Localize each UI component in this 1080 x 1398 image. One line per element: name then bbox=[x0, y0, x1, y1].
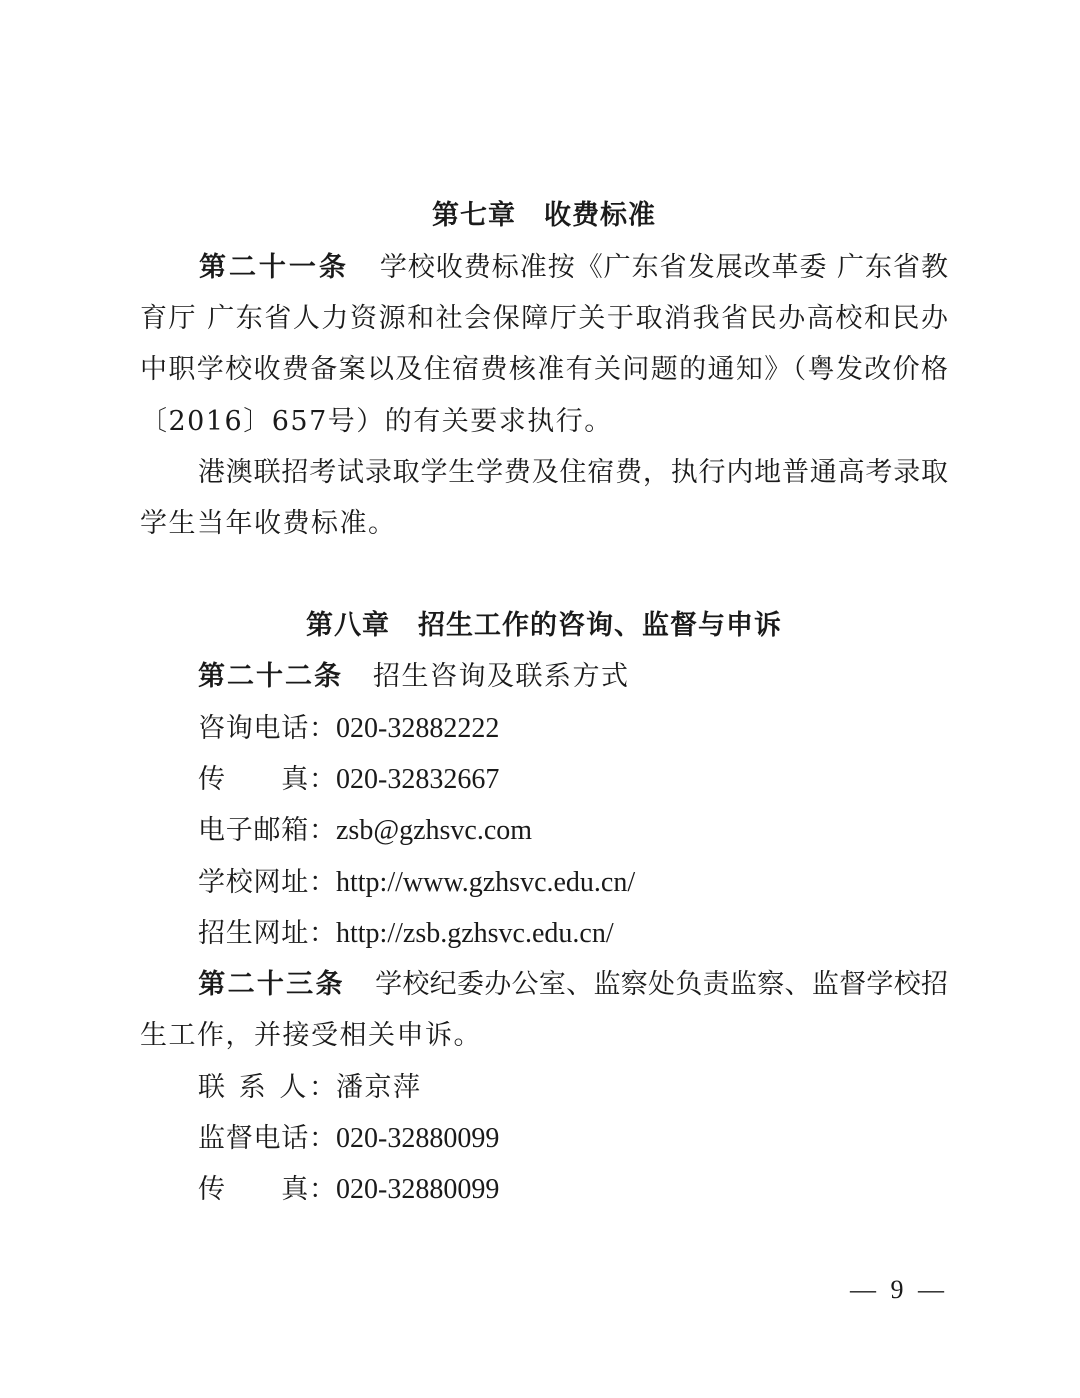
article-22-label: 第二十二条 bbox=[198, 661, 343, 692]
chapter-7-title: 第七章 收费标准 bbox=[432, 200, 656, 231]
article-21-line-2: 育厅 广东省人力资源和社会保障厅关于取消我省民办高校和民办 bbox=[140, 303, 948, 334]
article-22-line bbox=[198, 660, 630, 694]
page-number: — 9 — bbox=[850, 1275, 948, 1304]
supervision-row-fax bbox=[198, 1173, 499, 1207]
supervision-fax-value: 020-32880099 bbox=[336, 1174, 500, 1205]
paragraph-hk-macao-line-1: 港澳联招考试录取学生学费及住宿费，执行内地普通高考录取 bbox=[198, 457, 948, 488]
article-23-line-2: 生工作，并接受相关申诉。 bbox=[140, 1020, 482, 1051]
article-23-line-1 bbox=[140, 968, 948, 1002]
admission-website-value: http://zsb.gzhsvc.edu.cn/ bbox=[336, 918, 614, 949]
chapter-8-title: 第八章 招生工作的咨询、监督与申诉 bbox=[306, 610, 782, 641]
supervision-row-phone bbox=[198, 1122, 499, 1156]
article-21-line-3: 中职学校收费备案以及住宿费核准有关问题的通知》（粤发改价格 bbox=[140, 354, 948, 385]
contact-label: 电子邮箱： bbox=[198, 815, 336, 846]
contact-row-phone bbox=[198, 712, 499, 746]
article-23-label: 第二十三条 bbox=[198, 969, 345, 1000]
contact-row-fax bbox=[198, 763, 499, 797]
contact-row-email bbox=[198, 814, 532, 848]
contact-row-admission-website bbox=[198, 917, 614, 951]
email-value: zsb@gzhsvc.com bbox=[336, 815, 533, 846]
contact-row-school-website bbox=[198, 866, 635, 900]
contact-label: 咨询电话： bbox=[198, 713, 336, 744]
supervision-label: 监督电话： bbox=[198, 1123, 336, 1154]
article-22-text: 招生咨询及联系方式 bbox=[373, 661, 630, 692]
fax-value: 020-32832667 bbox=[336, 764, 500, 795]
contact-label: 招生网址： bbox=[198, 918, 336, 949]
contact-label: 学校网址： bbox=[198, 867, 336, 898]
article-21-line-1 bbox=[140, 251, 948, 285]
supervision-label: 联 系 人： bbox=[198, 1072, 336, 1103]
article-21-line-4: 〔2016〕657号）的有关要求执行。 bbox=[140, 406, 613, 437]
contact-label: 传 真： bbox=[198, 764, 336, 795]
supervision-phone-value: 020-32880099 bbox=[336, 1123, 500, 1154]
supervision-row-contact bbox=[198, 1071, 422, 1105]
contact-person-value: 潘京萍 bbox=[336, 1072, 422, 1103]
article-21-label: 第二十一条 bbox=[198, 252, 349, 283]
supervision-label: 传 真： bbox=[198, 1174, 336, 1205]
paragraph-hk-macao-line-2: 学生当年收费标准。 bbox=[140, 508, 397, 539]
school-website-value: http://www.gzhsvc.edu.cn/ bbox=[336, 867, 636, 898]
consult-phone-value: 020-32882222 bbox=[336, 713, 500, 744]
article-21-text-1: 学校收费标准按《广东省发展改革委 广东省教 bbox=[378, 252, 948, 283]
article-23-text-1: 学校纪委办公室、监察处负责监察、监督学校招 bbox=[374, 969, 949, 1000]
